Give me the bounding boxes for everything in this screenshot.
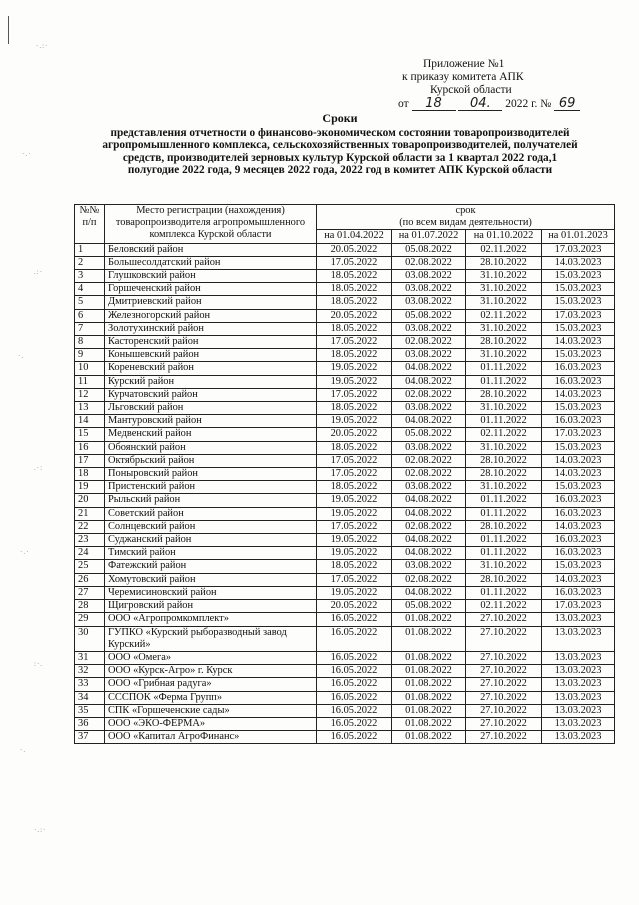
row-deadline-9m: 27.10.2022 <box>466 626 542 651</box>
row-deadline-9m: 27.10.2022 <box>466 651 542 664</box>
row-deadline-9m: 28.10.2022 <box>466 454 542 467</box>
row-deadline-9m: 27.10.2022 <box>466 613 542 626</box>
row-deadline-year: 15.03.2023 <box>542 296 615 309</box>
row-place: ООО «ЭКО-ФЕРМА» <box>105 717 317 730</box>
row-deadline-year: 17.03.2023 <box>542 600 615 613</box>
row-deadline-q1: 18.05.2022 <box>317 481 392 494</box>
row-number: 21 <box>75 507 105 520</box>
row-place: Беловский район <box>105 243 317 256</box>
row-deadline-q1: 18.05.2022 <box>317 560 392 573</box>
row-place: Пристенский район <box>105 481 317 494</box>
row-number: 11 <box>75 375 105 388</box>
title-body: представления отчетности о финансово-экономическом состоянии товаропроизводителей агропромышленного комплекса, сельскохозяйственных товаропроизводителей, получателей средств, производителей зерновых культур Курской области за 1 квартал 2022 года,1 полугодие 2022 года, 9 месяцев 2022 года, 2022 год в комитет АПК Курской области <box>102 126 578 177</box>
row-deadline-q1: 20.05.2022 <box>317 309 392 322</box>
row-deadline-9m: 27.10.2022 <box>466 678 542 691</box>
scan-speck: ·.· <box>20 548 30 556</box>
row-deadline-q1: 17.05.2022 <box>317 520 392 533</box>
row-number: 26 <box>75 573 105 586</box>
row-deadline-q1: 19.05.2022 <box>317 362 392 375</box>
row-number: 24 <box>75 547 105 560</box>
scan-speck: ·. <box>18 352 25 360</box>
row-number: 4 <box>75 283 105 296</box>
row-deadline-9m: 31.10.2022 <box>466 349 542 362</box>
table-row <box>75 428 615 441</box>
date-month-handwritten: 04. <box>458 97 502 111</box>
row-deadline-h1: 05.08.2022 <box>392 428 466 441</box>
row-place: Горшеченский район <box>105 283 317 296</box>
row-deadline-9m: 31.10.2022 <box>466 481 542 494</box>
row-deadline-year: 14.03.2023 <box>542 454 615 467</box>
row-place: ООО «Агропромкомплект» <box>105 613 317 626</box>
table-row <box>75 573 615 586</box>
row-deadline-9m: 27.10.2022 <box>466 717 542 730</box>
row-deadline-q1: 18.05.2022 <box>317 283 392 296</box>
row-number: 35 <box>75 704 105 717</box>
row-deadline-h1: 01.08.2022 <box>392 665 466 678</box>
date-prefix: от <box>398 98 409 110</box>
row-place: Рыльский район <box>105 494 317 507</box>
table-row <box>75 375 615 388</box>
row-deadline-year: 14.03.2023 <box>542 336 615 349</box>
row-deadline-h1: 04.08.2022 <box>392 415 466 428</box>
row-deadline-h1: 02.08.2022 <box>392 520 466 533</box>
row-deadline-9m: 01.11.2022 <box>466 375 542 388</box>
row-place: Кореневский район <box>105 362 317 375</box>
row-deadline-h1: 02.08.2022 <box>392 454 466 467</box>
row-number: 8 <box>75 336 105 349</box>
appendix-region: Курской области <box>430 84 512 96</box>
row-deadline-9m: 31.10.2022 <box>466 296 542 309</box>
row-place: Медвенский район <box>105 428 317 441</box>
row-deadline-h1: 04.08.2022 <box>392 375 466 388</box>
table-row <box>75 256 615 269</box>
row-deadline-year: 16.03.2023 <box>542 547 615 560</box>
row-deadline-q1: 19.05.2022 <box>317 534 392 547</box>
row-deadline-year: 15.03.2023 <box>542 481 615 494</box>
table-row <box>75 349 615 362</box>
header-deadline-subtitle: (по всем видам деятельности) <box>399 217 532 229</box>
row-deadline-year: 16.03.2023 <box>542 586 615 599</box>
row-deadline-year: 13.03.2023 <box>542 731 615 744</box>
row-deadline-9m: 01.11.2022 <box>466 415 542 428</box>
row-place: Советский район <box>105 507 317 520</box>
header-number: №№ п/п <box>75 205 105 244</box>
appendix-block <box>380 58 600 111</box>
row-place: ООО «Курск-Агро» г. Курск <box>105 665 317 678</box>
row-deadline-q1: 17.05.2022 <box>317 468 392 481</box>
row-deadline-year: 15.03.2023 <box>542 349 615 362</box>
table-row <box>75 309 615 322</box>
row-number: 37 <box>75 731 105 744</box>
row-deadline-h1: 01.08.2022 <box>392 704 466 717</box>
row-deadline-h1: 01.08.2022 <box>392 678 466 691</box>
table-row <box>75 454 615 467</box>
row-deadline-9m: 28.10.2022 <box>466 388 542 401</box>
header-date-9m: на 01.10.2022 <box>466 230 542 243</box>
row-place: Мантуровский район <box>105 415 317 428</box>
row-number: 5 <box>75 296 105 309</box>
row-deadline-h1: 03.08.2022 <box>392 270 466 283</box>
row-deadline-9m: 31.10.2022 <box>466 283 542 296</box>
row-number: 36 <box>75 717 105 730</box>
row-deadline-q1: 17.05.2022 <box>317 336 392 349</box>
row-deadline-year: 13.03.2023 <box>542 626 615 651</box>
appendix-date-line <box>380 97 600 111</box>
row-deadline-9m: 31.10.2022 <box>466 270 542 283</box>
scan-speck: .:· <box>34 268 44 276</box>
row-number: 31 <box>75 651 105 664</box>
row-number: 17 <box>75 454 105 467</box>
row-deadline-9m: 31.10.2022 <box>466 402 542 415</box>
row-place: Обоянский район <box>105 441 317 454</box>
header-deadline-title: срок <box>455 205 476 216</box>
row-place: Щигровский район <box>105 600 317 613</box>
row-deadline-year: 15.03.2023 <box>542 402 615 415</box>
table-row <box>75 651 615 664</box>
scan-speck: ·.:· <box>36 42 49 50</box>
row-deadline-q1: 16.05.2022 <box>317 626 392 651</box>
row-place: Солнцевский район <box>105 520 317 533</box>
row-deadline-year: 14.03.2023 <box>542 520 615 533</box>
row-deadline-q1: 16.05.2022 <box>317 704 392 717</box>
header-date-h1: на 01.07.2022 <box>392 230 466 243</box>
row-deadline-q1: 16.05.2022 <box>317 665 392 678</box>
row-place: Железногорский район <box>105 309 317 322</box>
row-deadline-q1: 20.05.2022 <box>317 243 392 256</box>
order-number-handwritten: 69 <box>554 97 580 111</box>
appendix-title: Приложение №1 <box>423 58 505 70</box>
row-deadline-h1: 05.08.2022 <box>392 243 466 256</box>
row-deadline-q1: 16.05.2022 <box>317 717 392 730</box>
row-number: 13 <box>75 402 105 415</box>
row-deadline-h1: 02.08.2022 <box>392 388 466 401</box>
row-deadline-9m: 27.10.2022 <box>466 704 542 717</box>
table-row <box>75 336 615 349</box>
row-deadline-year: 14.03.2023 <box>542 256 615 269</box>
row-number: 34 <box>75 691 105 704</box>
table-row <box>75 283 615 296</box>
table-row <box>75 534 615 547</box>
table-row <box>75 243 615 256</box>
table-row <box>75 270 615 283</box>
row-deadline-year: 17.03.2023 <box>542 243 615 256</box>
row-number: 6 <box>75 309 105 322</box>
row-deadline-9m: 02.11.2022 <box>466 243 542 256</box>
row-deadline-year: 13.03.2023 <box>542 665 615 678</box>
date-year-text: 2022 г. № <box>505 98 552 110</box>
table-row <box>75 402 615 415</box>
row-place: Курчатовский район <box>105 388 317 401</box>
row-deadline-year: 16.03.2023 <box>542 415 615 428</box>
row-deadline-q1: 16.05.2022 <box>317 731 392 744</box>
row-deadline-h1: 05.08.2022 <box>392 309 466 322</box>
table-body <box>75 243 615 744</box>
row-number: 28 <box>75 600 105 613</box>
row-deadline-year: 16.03.2023 <box>542 375 615 388</box>
row-deadline-q1: 19.05.2022 <box>317 375 392 388</box>
row-deadline-9m: 01.11.2022 <box>466 362 542 375</box>
row-place: Золотухинский район <box>105 322 317 335</box>
row-deadline-year: 13.03.2023 <box>542 691 615 704</box>
row-deadline-year: 16.03.2023 <box>542 494 615 507</box>
table-row <box>75 481 615 494</box>
row-deadline-h1: 04.08.2022 <box>392 547 466 560</box>
row-number: 14 <box>75 415 105 428</box>
scan-speck: ·.· <box>22 150 32 158</box>
row-deadline-9m: 01.11.2022 <box>466 534 542 547</box>
row-place: Октябрьский район <box>105 454 317 467</box>
row-deadline-q1: 18.05.2022 <box>317 349 392 362</box>
row-place: Фатежский район <box>105 560 317 573</box>
row-number: 20 <box>75 494 105 507</box>
row-deadline-9m: 01.11.2022 <box>466 586 542 599</box>
row-deadline-q1: 19.05.2022 <box>317 547 392 560</box>
table-row <box>75 415 615 428</box>
row-number: 15 <box>75 428 105 441</box>
row-deadline-q1: 16.05.2022 <box>317 613 392 626</box>
row-place: Хомутовский район <box>105 573 317 586</box>
row-deadline-q1: 19.05.2022 <box>317 415 392 428</box>
row-deadline-h1: 01.08.2022 <box>392 651 466 664</box>
row-deadline-q1: 17.05.2022 <box>317 256 392 269</box>
table-row <box>75 441 615 454</box>
row-deadline-year: 15.03.2023 <box>542 283 615 296</box>
table-row <box>75 494 615 507</box>
row-deadline-h1: 03.08.2022 <box>392 296 466 309</box>
row-deadline-9m: 01.11.2022 <box>466 547 542 560</box>
row-deadline-q1: 20.05.2022 <box>317 428 392 441</box>
row-deadline-year: 17.03.2023 <box>542 428 615 441</box>
appendix-order-ref: к приказу комитета АПК <box>402 71 524 83</box>
scan-speck: .·: <box>34 464 44 472</box>
row-deadline-h1: 04.08.2022 <box>392 586 466 599</box>
row-number: 10 <box>75 362 105 375</box>
row-deadline-year: 14.03.2023 <box>542 468 615 481</box>
row-deadline-9m: 01.11.2022 <box>466 494 542 507</box>
row-deadline-h1: 03.08.2022 <box>392 322 466 335</box>
table-row <box>75 691 615 704</box>
row-deadline-year: 13.03.2023 <box>542 678 615 691</box>
row-place: Черемисиновский район <box>105 586 317 599</box>
row-deadline-q1: 18.05.2022 <box>317 296 392 309</box>
table-row <box>75 586 615 599</box>
row-place: Глушковский район <box>105 270 317 283</box>
row-number: 1 <box>75 243 105 256</box>
row-deadline-9m: 28.10.2022 <box>466 520 542 533</box>
row-deadline-year: 16.03.2023 <box>542 362 615 375</box>
row-deadline-q1: 16.05.2022 <box>317 691 392 704</box>
row-deadline-q1: 18.05.2022 <box>317 441 392 454</box>
row-place: Льговский район <box>105 402 317 415</box>
row-place: Большесолдатский район <box>105 256 317 269</box>
table-row <box>75 613 615 626</box>
table-row <box>75 520 615 533</box>
table-row <box>75 547 615 560</box>
row-place: ООО «Грибная радуга» <box>105 678 317 691</box>
row-number: 32 <box>75 665 105 678</box>
row-deadline-9m: 02.11.2022 <box>466 600 542 613</box>
row-deadline-year: 16.03.2023 <box>542 507 615 520</box>
scan-speck: ·.:· <box>34 826 47 834</box>
row-deadline-q1: 19.05.2022 <box>317 507 392 520</box>
row-number: 7 <box>75 322 105 335</box>
row-place: Курский район <box>105 375 317 388</box>
row-deadline-h1: 03.08.2022 <box>392 402 466 415</box>
table-row <box>75 560 615 573</box>
row-deadline-h1: 02.08.2022 <box>392 256 466 269</box>
row-deadline-h1: 01.08.2022 <box>392 626 466 651</box>
row-deadline-h1: 01.08.2022 <box>392 731 466 744</box>
table-row <box>75 731 615 744</box>
table-row <box>75 600 615 613</box>
row-deadline-h1: 01.08.2022 <box>392 717 466 730</box>
row-deadline-q1: 17.05.2022 <box>317 454 392 467</box>
row-place: ООО «Омега» <box>105 651 317 664</box>
row-deadline-9m: 27.10.2022 <box>466 665 542 678</box>
row-deadline-9m: 31.10.2022 <box>466 322 542 335</box>
date-day-handwritten: 18 <box>412 97 456 111</box>
row-deadline-q1: 16.05.2022 <box>317 651 392 664</box>
row-deadline-h1: 04.08.2022 <box>392 362 466 375</box>
deadlines-table <box>74 204 615 744</box>
header-deadline <box>317 205 615 230</box>
row-number: 29 <box>75 613 105 626</box>
row-deadline-9m: 28.10.2022 <box>466 573 542 586</box>
row-number: 18 <box>75 468 105 481</box>
row-number: 25 <box>75 560 105 573</box>
row-deadline-h1: 04.08.2022 <box>392 534 466 547</box>
row-deadline-year: 14.03.2023 <box>542 388 615 401</box>
row-deadline-q1: 18.05.2022 <box>317 402 392 415</box>
row-number: 33 <box>75 678 105 691</box>
row-deadline-year: 13.03.2023 <box>542 651 615 664</box>
row-deadline-h1: 03.08.2022 <box>392 441 466 454</box>
row-number: 9 <box>75 349 105 362</box>
row-deadline-9m: 01.11.2022 <box>466 507 542 520</box>
row-place: Суджанский район <box>105 534 317 547</box>
row-deadline-h1: 03.08.2022 <box>392 349 466 362</box>
table-row <box>75 468 615 481</box>
row-number: 3 <box>75 270 105 283</box>
row-number: 16 <box>75 441 105 454</box>
row-deadline-year: 16.03.2023 <box>542 534 615 547</box>
row-deadline-h1: 01.08.2022 <box>392 613 466 626</box>
table-row <box>75 388 615 401</box>
row-deadline-9m: 28.10.2022 <box>466 256 542 269</box>
row-place: Конышевский район <box>105 349 317 362</box>
row-deadline-q1: 19.05.2022 <box>317 586 392 599</box>
table-row <box>75 626 615 651</box>
row-place: Дмитриевский район <box>105 296 317 309</box>
row-deadline-9m: 27.10.2022 <box>466 731 542 744</box>
row-deadline-h1: 02.08.2022 <box>392 336 466 349</box>
row-deadline-h1: 02.08.2022 <box>392 573 466 586</box>
header-date-year: на 01.01.2023 <box>542 230 615 243</box>
row-place: Тимский район <box>105 547 317 560</box>
row-deadline-9m: 31.10.2022 <box>466 441 542 454</box>
table-row <box>75 665 615 678</box>
row-deadline-h1: 03.08.2022 <box>392 560 466 573</box>
row-deadline-9m: 31.10.2022 <box>466 560 542 573</box>
binding-mark <box>8 16 9 44</box>
title-heading: Сроки <box>322 111 358 125</box>
row-deadline-year: 15.03.2023 <box>542 560 615 573</box>
row-number: 23 <box>75 534 105 547</box>
row-deadline-q1: 20.05.2022 <box>317 600 392 613</box>
table-row <box>75 362 615 375</box>
row-deadline-h1: 03.08.2022 <box>392 283 466 296</box>
row-deadline-year: 17.03.2023 <box>542 309 615 322</box>
row-place: СССПОК «Ферма Групп» <box>105 691 317 704</box>
row-deadline-9m: 28.10.2022 <box>466 468 542 481</box>
row-deadline-h1: 05.08.2022 <box>392 600 466 613</box>
row-deadline-q1: 17.05.2022 <box>317 388 392 401</box>
document-title <box>100 112 580 177</box>
header-place: Место регистрации (нахождения) товаропроизводителя агропромышленного комплекса Курской области <box>105 205 317 244</box>
row-number: 22 <box>75 520 105 533</box>
row-deadline-year: 13.03.2023 <box>542 717 615 730</box>
table-row <box>75 704 615 717</box>
table-row <box>75 678 615 691</box>
row-deadline-9m: 27.10.2022 <box>466 691 542 704</box>
row-deadline-q1: 18.05.2022 <box>317 322 392 335</box>
row-deadline-q1: 16.05.2022 <box>317 678 392 691</box>
row-deadline-h1: 03.08.2022 <box>392 481 466 494</box>
row-deadline-h1: 04.08.2022 <box>392 507 466 520</box>
row-deadline-h1: 04.08.2022 <box>392 494 466 507</box>
row-place: Поныровский район <box>105 468 317 481</box>
row-deadline-year: 14.03.2023 <box>542 573 615 586</box>
row-number: 19 <box>75 481 105 494</box>
row-deadline-9m: 28.10.2022 <box>466 336 542 349</box>
table-row <box>75 296 615 309</box>
row-place: СПК «Горшеченские сады» <box>105 704 317 717</box>
row-place: ГУПКО «Курский рыборазводный завод Курский» <box>105 626 317 651</box>
table-row <box>75 717 615 730</box>
row-deadline-q1: 19.05.2022 <box>317 494 392 507</box>
row-place: ООО «Капитал АгроФинанс» <box>105 731 317 744</box>
row-deadline-year: 13.03.2023 <box>542 613 615 626</box>
table-row <box>75 507 615 520</box>
row-deadline-q1: 17.05.2022 <box>317 573 392 586</box>
row-deadline-year: 15.03.2023 <box>542 441 615 454</box>
row-deadline-h1: 01.08.2022 <box>392 691 466 704</box>
row-number: 2 <box>75 256 105 269</box>
row-number: 27 <box>75 586 105 599</box>
scan-speck: :·. <box>34 660 44 668</box>
row-deadline-q1: 18.05.2022 <box>317 270 392 283</box>
row-deadline-year: 15.03.2023 <box>542 270 615 283</box>
row-deadline-9m: 02.11.2022 <box>466 428 542 441</box>
scan-speck: ·. <box>20 746 27 754</box>
row-deadline-9m: 02.11.2022 <box>466 309 542 322</box>
row-deadline-h1: 02.08.2022 <box>392 468 466 481</box>
row-deadline-year: 15.03.2023 <box>542 322 615 335</box>
header-date-q1: на 01.04.2022 <box>317 230 392 243</box>
table-row <box>75 322 615 335</box>
row-place: Касторенский район <box>105 336 317 349</box>
row-deadline-year: 13.03.2023 <box>542 704 615 717</box>
row-number: 12 <box>75 388 105 401</box>
row-number: 30 <box>75 626 105 651</box>
